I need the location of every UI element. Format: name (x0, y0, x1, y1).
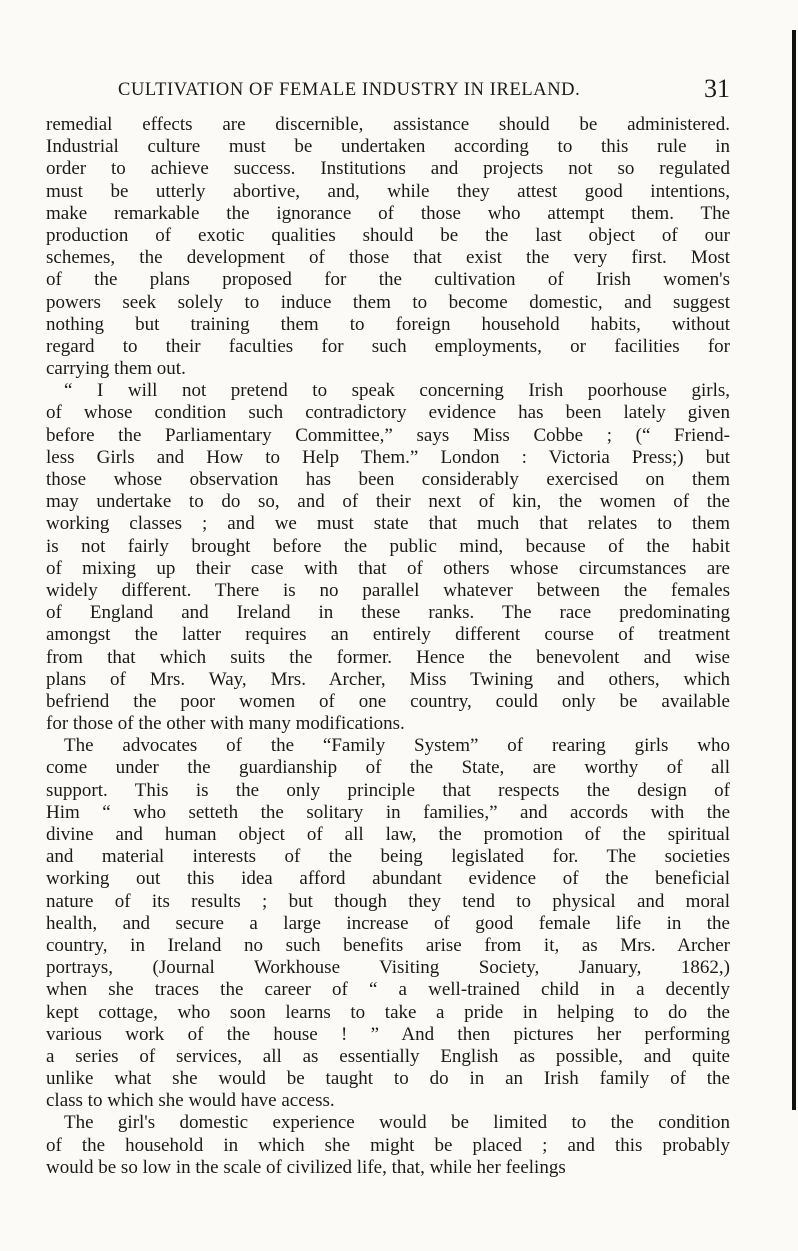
text-line: schemes, the development of those that exist the very first. Most (46, 247, 730, 269)
text-line: and material interests of the being legislated for. The societies (46, 846, 730, 868)
page-edge-bar (792, 30, 796, 1110)
text-line: before the Parliamentary Committee,” says Miss Cobbe ; (“ Friend- (46, 424, 730, 446)
text-line: production of exotic qualities should be the last object of our (46, 224, 730, 246)
text-line: The girl's domestic experience would be limited to the condition (64, 1112, 730, 1134)
text-line: befriend the poor women of one country, could only be available (46, 690, 730, 712)
text-line: Industrial culture must be undertaken according to this rule in (46, 136, 730, 158)
text-line: country, in Ireland no such benefits arise from it, as Mrs. Archer (46, 934, 730, 956)
text-line: of mixing up their case with that of others whose circumstances are (46, 557, 730, 579)
text-line: health, and secure a large increase of good female life in the (46, 912, 730, 934)
text-line: amongst the latter requires an entirely different course of treatment (46, 624, 730, 646)
text-line: various work of the house ! ” And then pictures her performing (46, 1023, 730, 1045)
text-line: from that which suits the former. Hence the benevolent and wise (46, 646, 730, 668)
page-number: 31 (704, 74, 730, 103)
text-line: powers seek solely to induce them to become domestic, and suggest (46, 291, 730, 313)
text-line: working out this idea afford abundant evidence of the beneficial (46, 868, 730, 890)
text-line: Him “ who setteth the solitary in families,” and accords with the (46, 801, 730, 823)
text-line: of the plans proposed for the cultivation of Irish women's (46, 269, 730, 291)
text-line: nature of its results ; but though they tend to physical and moral (46, 890, 730, 912)
text-line: divine and human object of all law, the promotion of the spiritual (46, 824, 730, 845)
text-line: make remarkable the ignorance of those who attempt them. The (46, 202, 730, 224)
text-line: for those of the other with many modifications. (46, 713, 405, 735)
text-line: working classes ; and we must state that much that relates to them (46, 513, 730, 535)
paragraph (46, 1112, 730, 1179)
text-line: widely different. There is no parallel whatever between the females (46, 579, 730, 601)
text-line: may undertake to do so, and of their next of kin, the women of the (46, 491, 730, 513)
text-line: must be utterly abortive, and, while they attest good intentions, (46, 180, 730, 202)
text-line: “ I will not pretend to speak concerning Irish poorhouse girls, (64, 380, 730, 402)
text-line: kept cottage, who soon learns to take a pride in helping to do the (46, 1001, 730, 1023)
text-line: of England and Ireland in these ranks. The race predominating (46, 602, 730, 624)
body-text (46, 114, 730, 1179)
text-line: order to achieve success. Institutions and projects not so regulated (46, 158, 730, 180)
paragraph (46, 114, 730, 380)
text-line: support. This is the only principle that respects the design of (46, 779, 730, 801)
paragraph (46, 380, 730, 735)
text-line: portrays, (Journal Workhouse Visiting Society, January, 1862,) (46, 957, 730, 979)
text-line: remedial effects are discernible, assistance should be administered. (46, 114, 730, 135)
text-line: when she traces the career of “ a well-trained child in a decently (46, 979, 730, 1001)
text-line: of whose condition such contradictory evidence has been lately given (46, 402, 730, 424)
text-line: The advocates of the “Family System” of rearing girls who (64, 735, 730, 757)
text-line: a series of services, all as essentially English as possible, and quite (46, 1045, 730, 1067)
text-line: is not fairly brought before the public mind, because of the habit (46, 535, 730, 557)
text-line: come under the guardianship of the State, are worthy of all (46, 757, 730, 779)
paragraph (46, 735, 730, 1112)
text-line: regard to their faculties for such employments, or facilities for (46, 335, 730, 357)
text-line: of the household in which she might be placed ; and this probably (46, 1134, 730, 1156)
text-line: plans of Mrs. Way, Mrs. Archer, Miss Twining and others, which (46, 668, 730, 690)
text-line: nothing but training them to foreign household habits, without (46, 313, 730, 335)
text-line: would be so low in the scale of civilized life, that, while her feelings (46, 1156, 566, 1178)
text-line: unlike what she would be taught to do in an Irish family of the (46, 1068, 730, 1090)
running-title: CULTIVATION OF FEMALE INDUSTRY IN IRELAND. (118, 80, 581, 100)
text-line: class to which she would have access. (46, 1090, 335, 1112)
running-head (46, 74, 736, 108)
text-line: less Girls and How to Help Them.” London : Victoria Press;) but (46, 446, 730, 468)
text-line: carrying them out. (46, 358, 186, 380)
text-line: those whose observation has been considerably exercised on them (46, 469, 730, 490)
